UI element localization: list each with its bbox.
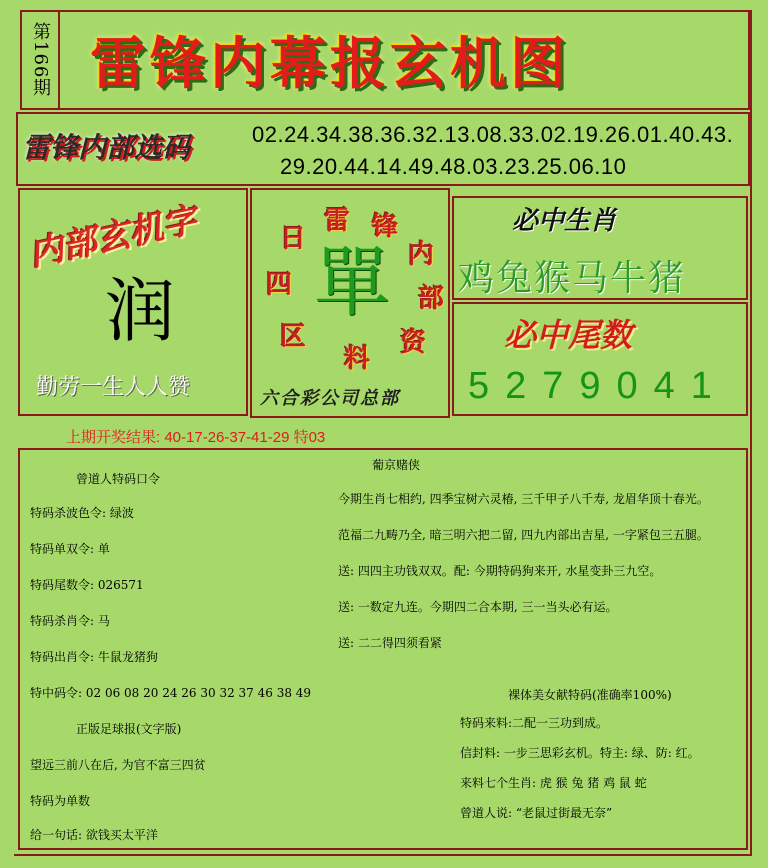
left-line: 特码单双令: 单	[30, 542, 110, 556]
right-line: 范福二九畴乃全, 暗三明六把二留, 四九内部出吉星, 一字紧包三五腿。	[338, 528, 709, 542]
left-heading-1: 曾道人特码口令	[76, 472, 161, 486]
codes-line-1: 02.24.34.38.36.32.13.08.33.02.19.26.01.40.43.	[252, 122, 734, 147]
last-result: 上期开奖结果: 40-17-26-37-41-29 特03	[66, 429, 326, 446]
page-title: 雷锋内幕报玄机图	[90, 31, 570, 97]
ring-char: 锋	[371, 212, 398, 242]
right-line: 信封料: 一步三思彩玄机。特主: 绿、防: 红。	[460, 746, 700, 760]
ring-char: 雷	[323, 206, 350, 236]
ring-char: 部	[417, 284, 444, 314]
ring-char: 四	[265, 270, 292, 300]
right-line: 送: 一数定九连。今期四二合本期, 三一当头必有运。	[338, 600, 618, 614]
left-line: 给一句话: 欲钱买太平洋	[30, 828, 158, 842]
codes-line-2: 29.20.44.14.49.48.03.23.25.06.10	[280, 154, 627, 179]
ring-char: 区	[279, 322, 306, 352]
left-line: 特码杀波色令: 绿波	[30, 506, 134, 520]
right-line: 送: 四四主功钱双双。配: 今期特码狗来开, 水星变卦三九空。	[338, 564, 662, 578]
center-char: 單	[314, 238, 390, 327]
left-line: 特码为单数	[30, 794, 91, 808]
right-line: 特码来料:二配一三功到成。	[460, 716, 609, 730]
tails-value: 5279041	[468, 365, 728, 407]
left-line: 特中码令: 02 06 08 20 24 26 30 32 37 46 38 49	[30, 686, 312, 700]
left-line: 望远三前八在后, 为官不富三四贫	[30, 758, 206, 772]
right-line: 送: 二二得四须看紧	[338, 636, 442, 650]
right-line: 今期生肖七相约, 四季宝树六灵椿, 三千甲子八千寿, 龙眉华顶十春光。	[338, 492, 709, 506]
right-line: 来料七个生肖: 虎 猴 兔 猪 鸡 鼠 蛇	[460, 776, 647, 790]
left-heading-2: 正版足球报(文字版)	[76, 722, 182, 736]
issue-number: 第166期	[20, 10, 60, 110]
ring-char: 资	[399, 328, 426, 358]
right-heading-2: 裸体美女献特码(准确率100%)	[508, 688, 672, 702]
left-line: 特码杀肖令: 马	[30, 614, 110, 628]
right-heading-1: 葡京赌侠	[372, 458, 421, 472]
ring-char: 料	[343, 344, 370, 374]
ring-char: 日	[279, 224, 306, 254]
right-line: 曾道人说: “老鼠过街最无奈”	[460, 806, 613, 820]
zodiac-value: 鸡兔猴马牛猪	[458, 258, 687, 299]
left-line: 特码尾数令: 026571	[30, 578, 144, 592]
inside-codes-label: 雷锋内部选码	[22, 131, 191, 164]
left-line: 特码出肖令: 牛鼠龙猪狗	[30, 650, 158, 664]
zodiac-label: 必中生肖	[512, 206, 617, 236]
mystery-label: 内部玄机字	[25, 200, 201, 275]
mystery-char: 润	[105, 270, 175, 352]
company-label: 六合彩公司总部	[260, 388, 400, 409]
tails-label: 必中尾数	[504, 316, 633, 354]
ring-char: 内	[407, 240, 434, 270]
mystery-phrase: 勤劳一生人人赞	[36, 375, 191, 400]
